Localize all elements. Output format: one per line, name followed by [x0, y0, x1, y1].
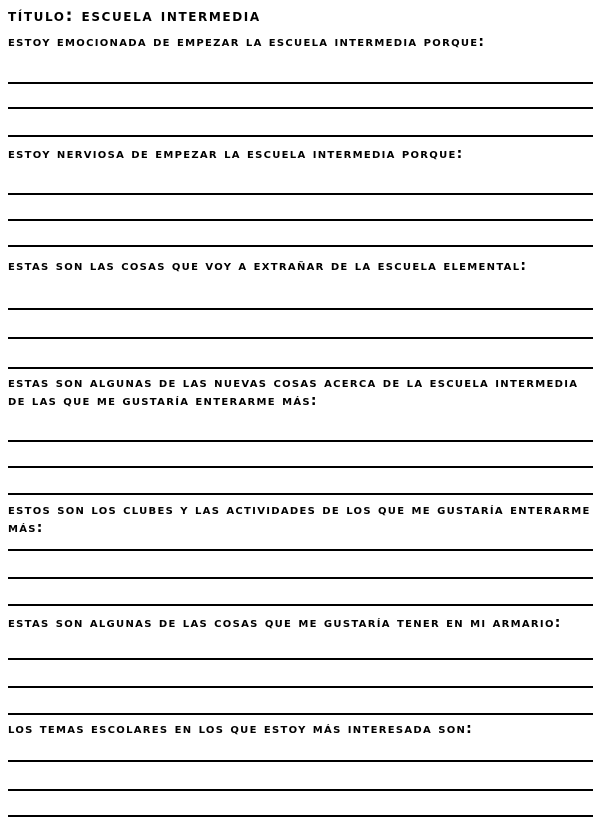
answer-line	[8, 658, 593, 660]
prompt-nervous: estoy nerviosa de empezar la escuela intermedia porque:	[8, 146, 464, 162]
answer-line	[8, 549, 593, 551]
answer-line	[8, 466, 593, 468]
answer-line	[8, 604, 593, 606]
prompt-subjects: los temas escolares en los que estoy más interesada son:	[8, 721, 474, 737]
answer-line	[8, 760, 593, 762]
answer-line	[8, 135, 593, 137]
worksheet-title: título: escuela intermedia	[8, 6, 261, 26]
prompt-learn-more: estas son algunas de las nuevas cosas acerca de la escuela intermedia de las que me gustaría enterarme más:	[8, 375, 579, 409]
answer-line	[8, 245, 593, 247]
answer-line	[8, 337, 593, 339]
prompt-will-miss: estas son las cosas que voy a extrañar de la escuela elemental:	[8, 258, 528, 274]
answer-line	[8, 440, 593, 442]
answer-line	[8, 815, 593, 817]
answer-line	[8, 686, 593, 688]
answer-line	[8, 219, 593, 221]
prompt-clubs: estos son los clubes y las actividades de los que me gustaría enterarme más:	[8, 502, 591, 536]
answer-line	[8, 789, 593, 791]
prompt-excited: estoy emocionada de empezar la escuela intermedia porque:	[8, 34, 486, 50]
answer-line	[8, 367, 593, 369]
answer-line	[8, 193, 593, 195]
answer-line	[8, 107, 593, 109]
answer-line	[8, 308, 593, 310]
prompt-locker: estas son algunas de las cosas que me gustaría tener en mi armario:	[8, 615, 562, 631]
answer-line	[8, 493, 593, 495]
answer-line	[8, 713, 593, 715]
answer-line	[8, 577, 593, 579]
answer-line	[8, 82, 593, 84]
